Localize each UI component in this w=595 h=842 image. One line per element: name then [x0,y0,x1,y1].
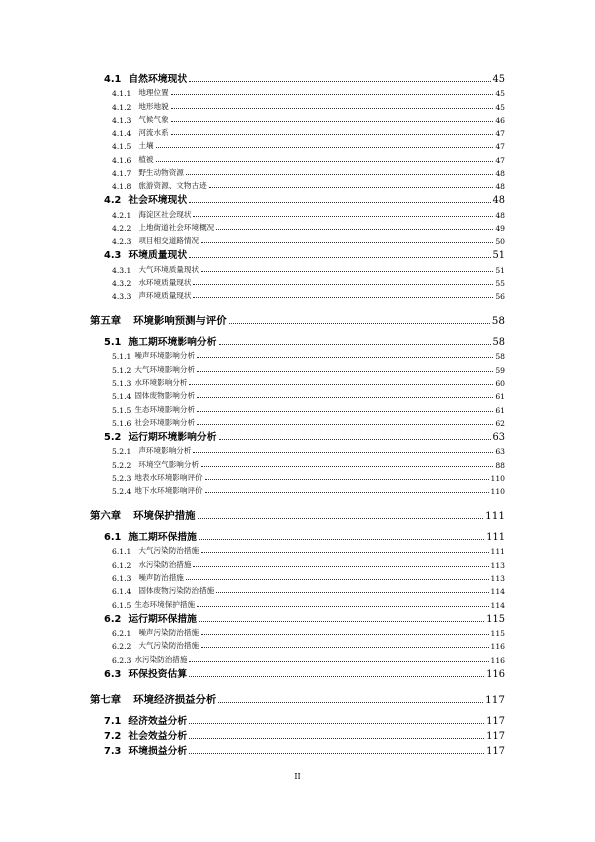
dot-leader [189,384,493,385]
toc-entry-number: 6.3 [104,668,122,680]
toc-entry-title: 上地街道社会环境概况 [138,222,215,232]
toc-subsection[interactable] [0,98,595,111]
toc-page-number: 51 [492,250,505,262]
dot-leader [189,257,490,258]
toc-entry-number: 4.3.1 [112,265,132,275]
toc-entry-title: 自然环境现状 [128,74,188,85]
toc-entry-number: 5.2.2 [112,460,132,470]
toc-page-number: 45 [495,89,505,99]
dot-leader [189,676,484,677]
dot-leader [156,161,494,162]
toc-entry-number: 6.1 [104,532,122,544]
toc-entry-title: 社会环境影响分析 [134,417,196,427]
toc-page-number: 48 [492,195,505,207]
toc-entry-title: 环境影响预测与评价 [133,315,227,328]
toc-entry-number: 4.2 [104,195,122,207]
toc-subsection[interactable] [0,415,595,428]
dot-leader [198,518,484,519]
toc-subsection[interactable] [0,583,595,596]
toc-subsection[interactable] [0,112,595,125]
toc-section[interactable] [0,727,595,742]
dot-leader [193,297,493,298]
dot-leader [189,738,484,739]
toc-entry-number: 4.1.2 [112,102,132,112]
toc-page-number: 114 [490,600,505,610]
toc-entry-number: 5.1.1 [112,352,132,362]
toc-entry-title: 大气污染防治措施 [138,641,200,651]
toc-entry-number: 4.2.2 [112,223,132,233]
toc-entry-title: 噪声环境影响分析 [134,351,196,361]
toc-entry-number: 4.2.3 [112,237,132,247]
dot-leader [216,592,488,593]
toc-entry-number: 6.1.3 [112,574,132,584]
dot-leader [201,271,493,272]
toc-entry-number: 4.1.3 [112,115,132,125]
toc-entry-title: 施工期环境影响分析 [128,337,217,349]
toc-page-number: 58 [491,315,505,328]
toc-page-number: 47 [495,129,505,139]
toc-entry-title: 噪声污染防治措施 [138,627,200,637]
toc-entry-title: 旅游资源、文物古迹 [138,181,207,191]
toc-page-number: 113 [490,574,505,584]
toc-subsection[interactable] [0,125,595,138]
toc-subsection[interactable] [0,138,595,151]
toc-entry-title: 气候气象 [138,114,169,124]
toc-subsection[interactable] [0,178,595,191]
toc-page-number: 116 [486,668,505,680]
dot-leader [205,492,489,493]
dot-leader [186,174,493,175]
toc-entry-number: 4.3 [104,250,122,262]
dot-leader [189,723,484,724]
toc-entry-number: 5.1.3 [112,379,132,389]
toc-entry-number: 5.1 [104,337,122,349]
dot-leader [193,216,493,217]
toc-entry-number: 4.1.5 [112,142,132,152]
toc-entry-title: 环境经济损益分析 [133,693,217,706]
toc-entry-number: 6.1.5 [112,600,132,610]
toc-page-number: 51 [495,265,505,275]
dot-leader [205,479,489,480]
toc-entry-title: 地下水环境影响评价 [134,486,203,496]
toc-page-number: 116 [490,642,505,652]
toc-page-number: 63 [492,431,505,443]
toc-page-number: 115 [486,613,505,625]
toc-subsection[interactable] [0,348,595,361]
toc-entry-number: 5.1.2 [112,365,132,375]
toc-page-number: 55 [495,278,505,288]
toc-entry-number: 5.1.6 [112,418,132,428]
toc-page-number: 45 [495,102,505,112]
toc-page-number: 117 [486,715,505,727]
toc-entry-number: 4.1.4 [112,129,132,139]
toc-subsection[interactable] [0,456,595,469]
toc-page-number: 59 [495,365,505,375]
toc-entry-title: 大气环境质量现状 [138,264,200,274]
toc-page-number: 48 [495,182,505,192]
toc-subsection[interactable] [0,261,595,274]
dot-leader [219,344,491,345]
toc-section[interactable] [0,191,595,206]
toc-entry-number: 第六章 [90,510,122,523]
table-of-contents [0,70,595,757]
toc-subsection[interactable] [0,638,595,651]
dot-leader [189,202,490,203]
dot-leader [171,108,494,109]
dot-leader [218,702,483,703]
page-number-footer: II [294,772,301,781]
toc-page-number: 46 [495,115,505,125]
toc-entry-number: 6.2.3 [112,655,132,665]
toc-entry-number: 5.1.5 [112,405,132,415]
toc-entry-number: 7.3 [104,745,122,757]
toc-entry-title: 社会环境现状 [128,195,188,207]
toc-entry-number: 5.2.4 [112,487,132,497]
toc-entry-number: 4.1.7 [112,169,132,179]
toc-section[interactable] [0,246,595,261]
toc-subsection[interactable] [0,375,595,388]
toc-entry-title: 植被 [138,154,154,164]
toc-section[interactable] [0,742,595,757]
toc-entry-number: 第七章 [90,693,122,706]
toc-page-number: 61 [495,405,505,415]
dot-leader [197,357,493,358]
toc-entry-title: 生态环境影响分析 [134,404,196,414]
toc-subsection[interactable] [0,401,595,414]
toc-entry-title: 施工期环保措施 [128,532,197,544]
toc-entry-title: 地理位置 [138,88,169,98]
toc-page-number: 61 [495,392,505,402]
dot-leader [199,621,484,622]
toc-section[interactable] [0,70,595,85]
toc-entry-title: 经济效益分析 [128,715,188,727]
toc-subsection[interactable] [0,275,595,288]
toc-subsection[interactable] [0,361,595,374]
toc-entry-title: 水环境影响分析 [134,378,188,388]
toc-section[interactable] [0,528,595,543]
dot-leader [219,439,491,440]
toc-page-number: 116 [490,655,505,665]
toc-entry-title: 固体废物影响分析 [134,391,196,401]
toc-page-number: 110 [490,473,505,483]
toc-entry-title: 河流水系 [138,128,169,138]
dot-leader [193,284,493,285]
toc-page-number: 110 [490,487,505,497]
toc-subsection[interactable] [0,233,595,246]
toc-page-number: 63 [495,447,505,457]
toc-chapter[interactable] [0,310,595,327]
toc-subsection[interactable] [0,206,595,219]
dot-leader [171,134,494,135]
toc-entry-number: 7.1 [104,715,122,727]
dot-leader [156,147,494,148]
dot-leader [193,566,488,567]
dot-leader [229,323,490,324]
toc-page-number: 117 [486,745,505,757]
toc-entry-title: 环保投资估算 [128,668,188,680]
toc-entry-number: 4.1 [104,74,122,85]
dot-leader [197,411,493,412]
toc-entry-number: 4.1.1 [112,89,132,99]
dot-leader [201,552,488,553]
toc-entry-title: 水污染防治措施 [138,559,192,569]
toc-entry-number: 4.1.8 [112,182,132,192]
toc-entry-title: 海淀区社会现状 [138,209,192,219]
dot-leader [201,634,488,635]
toc-entry-number: 4.1.6 [112,155,132,165]
toc-entry-title: 水环境质量现状 [138,277,192,287]
toc-entry-title: 运行期环境影响分析 [128,431,217,443]
toc-subsection[interactable] [0,151,595,164]
toc-subsection[interactable] [0,570,595,583]
toc-page-number: 113 [490,560,505,570]
toc-subsection[interactable] [0,556,595,569]
toc-entry-title: 水污染防治措施 [134,654,188,664]
dot-leader [201,647,488,648]
toc-entry-number: 6.1.1 [112,547,132,557]
toc-section[interactable] [0,610,595,625]
toc-entry-title: 运行期环保措施 [128,613,197,625]
toc-page-number: 62 [495,418,505,428]
toc-section[interactable] [0,712,595,727]
toc-page-number: 114 [490,587,505,597]
toc-entry-number: 4.2.1 [112,210,132,220]
dot-leader [171,94,494,95]
toc-page-number: 47 [495,155,505,165]
toc-subsection[interactable] [0,596,595,609]
dot-leader [201,242,493,243]
toc-entry-number: 6.2.1 [112,628,132,638]
dot-leader [197,424,493,425]
toc-page-number: 88 [495,460,505,470]
toc-entry-number: 7.2 [104,730,122,742]
dot-leader [189,753,484,754]
toc-subsection[interactable] [0,651,595,664]
toc-page-number: 115 [490,628,505,638]
toc-subsection[interactable] [0,443,595,456]
dot-leader [197,397,493,398]
toc-page-number: 60 [495,379,505,389]
dot-leader [189,661,488,662]
toc-page-number: 48 [495,169,505,179]
toc-page-number: 50 [495,237,505,247]
toc-entry-number: 4.3.2 [112,278,132,288]
toc-page-number: 111 [486,532,505,544]
toc-subsection[interactable] [0,288,595,301]
toc-entry-title: 声环境质量现状 [138,291,192,301]
toc-entry-title: 环境保护措施 [133,510,196,523]
dot-leader [197,606,488,607]
toc-page-number: 111 [485,510,505,523]
toc-subsection[interactable] [0,543,595,556]
toc-entry-title: 项目相交道路情况 [138,236,200,246]
toc-entry-number: 6.2.2 [112,642,132,652]
toc-entry-title: 环境空气影响分析 [138,459,200,469]
toc-page-number: 111 [490,547,505,557]
toc-subsection[interactable] [0,85,595,98]
toc-entry-title: 固体废物污染防治措施 [138,586,215,596]
toc-entry-title: 社会效益分析 [128,730,188,742]
toc-page-number: 47 [495,142,505,152]
toc-entry-number: 4.3.3 [112,292,132,302]
dot-leader [171,121,494,122]
dot-leader [197,371,493,372]
toc-entry-number: 5.2.1 [112,447,132,457]
toc-subsection[interactable] [0,388,595,401]
toc-page-number: 49 [495,223,505,233]
toc-section[interactable] [0,428,595,443]
toc-subsection[interactable] [0,220,595,233]
toc-entry-title: 土壤 [138,141,154,151]
toc-subsection[interactable] [0,470,595,483]
dot-leader [186,579,489,580]
toc-subsection[interactable] [0,483,595,496]
toc-subsection[interactable] [0,165,595,178]
toc-page-number: 117 [485,693,505,706]
dot-leader [216,229,493,230]
toc-entry-title: 地表水环境影响评价 [134,472,203,482]
toc-page-number: 48 [495,210,505,220]
toc-entry-number: 5.2.3 [112,473,132,483]
dot-leader [199,539,484,540]
toc-entry-title: 大气污染防治措施 [138,546,200,556]
toc-page-number: 117 [486,730,505,742]
toc-chapter[interactable] [0,505,595,522]
dot-leader [193,452,493,453]
toc-page-number: 56 [495,292,505,302]
toc-entry-title: 声环境影响分析 [138,446,192,456]
toc-entry-title: 生态环境保护措施 [134,599,196,609]
toc-entry-title: 环境质量现状 [128,250,188,262]
toc-page-number: 58 [492,337,505,349]
toc-entry-number: 5.2 [104,431,122,443]
toc-entry-number: 5.1.4 [112,392,132,402]
toc-entry-number: 6.2 [104,613,122,625]
toc-entry-number: 6.1.4 [112,587,132,597]
toc-section[interactable] [0,665,595,680]
toc-chapter[interactable] [0,689,595,706]
toc-section[interactable] [0,333,595,348]
toc-entry-number: 第五章 [90,315,122,328]
toc-entry-title: 野生动物资源 [138,168,184,178]
toc-entry-title: 环境损益分析 [128,745,188,757]
toc-entry-title: 地形地貌 [138,101,169,111]
toc-subsection[interactable] [0,625,595,638]
toc-page-number: 58 [495,352,505,362]
dot-leader [209,187,494,188]
toc-entry-number: 6.1.2 [112,560,132,570]
toc-entry-title: 大气环境影响分析 [134,364,196,374]
toc-entry-title: 噪声防治措施 [138,573,184,583]
dot-leader [201,466,493,467]
toc-page-number: 45 [492,74,505,85]
dot-leader [189,81,490,82]
